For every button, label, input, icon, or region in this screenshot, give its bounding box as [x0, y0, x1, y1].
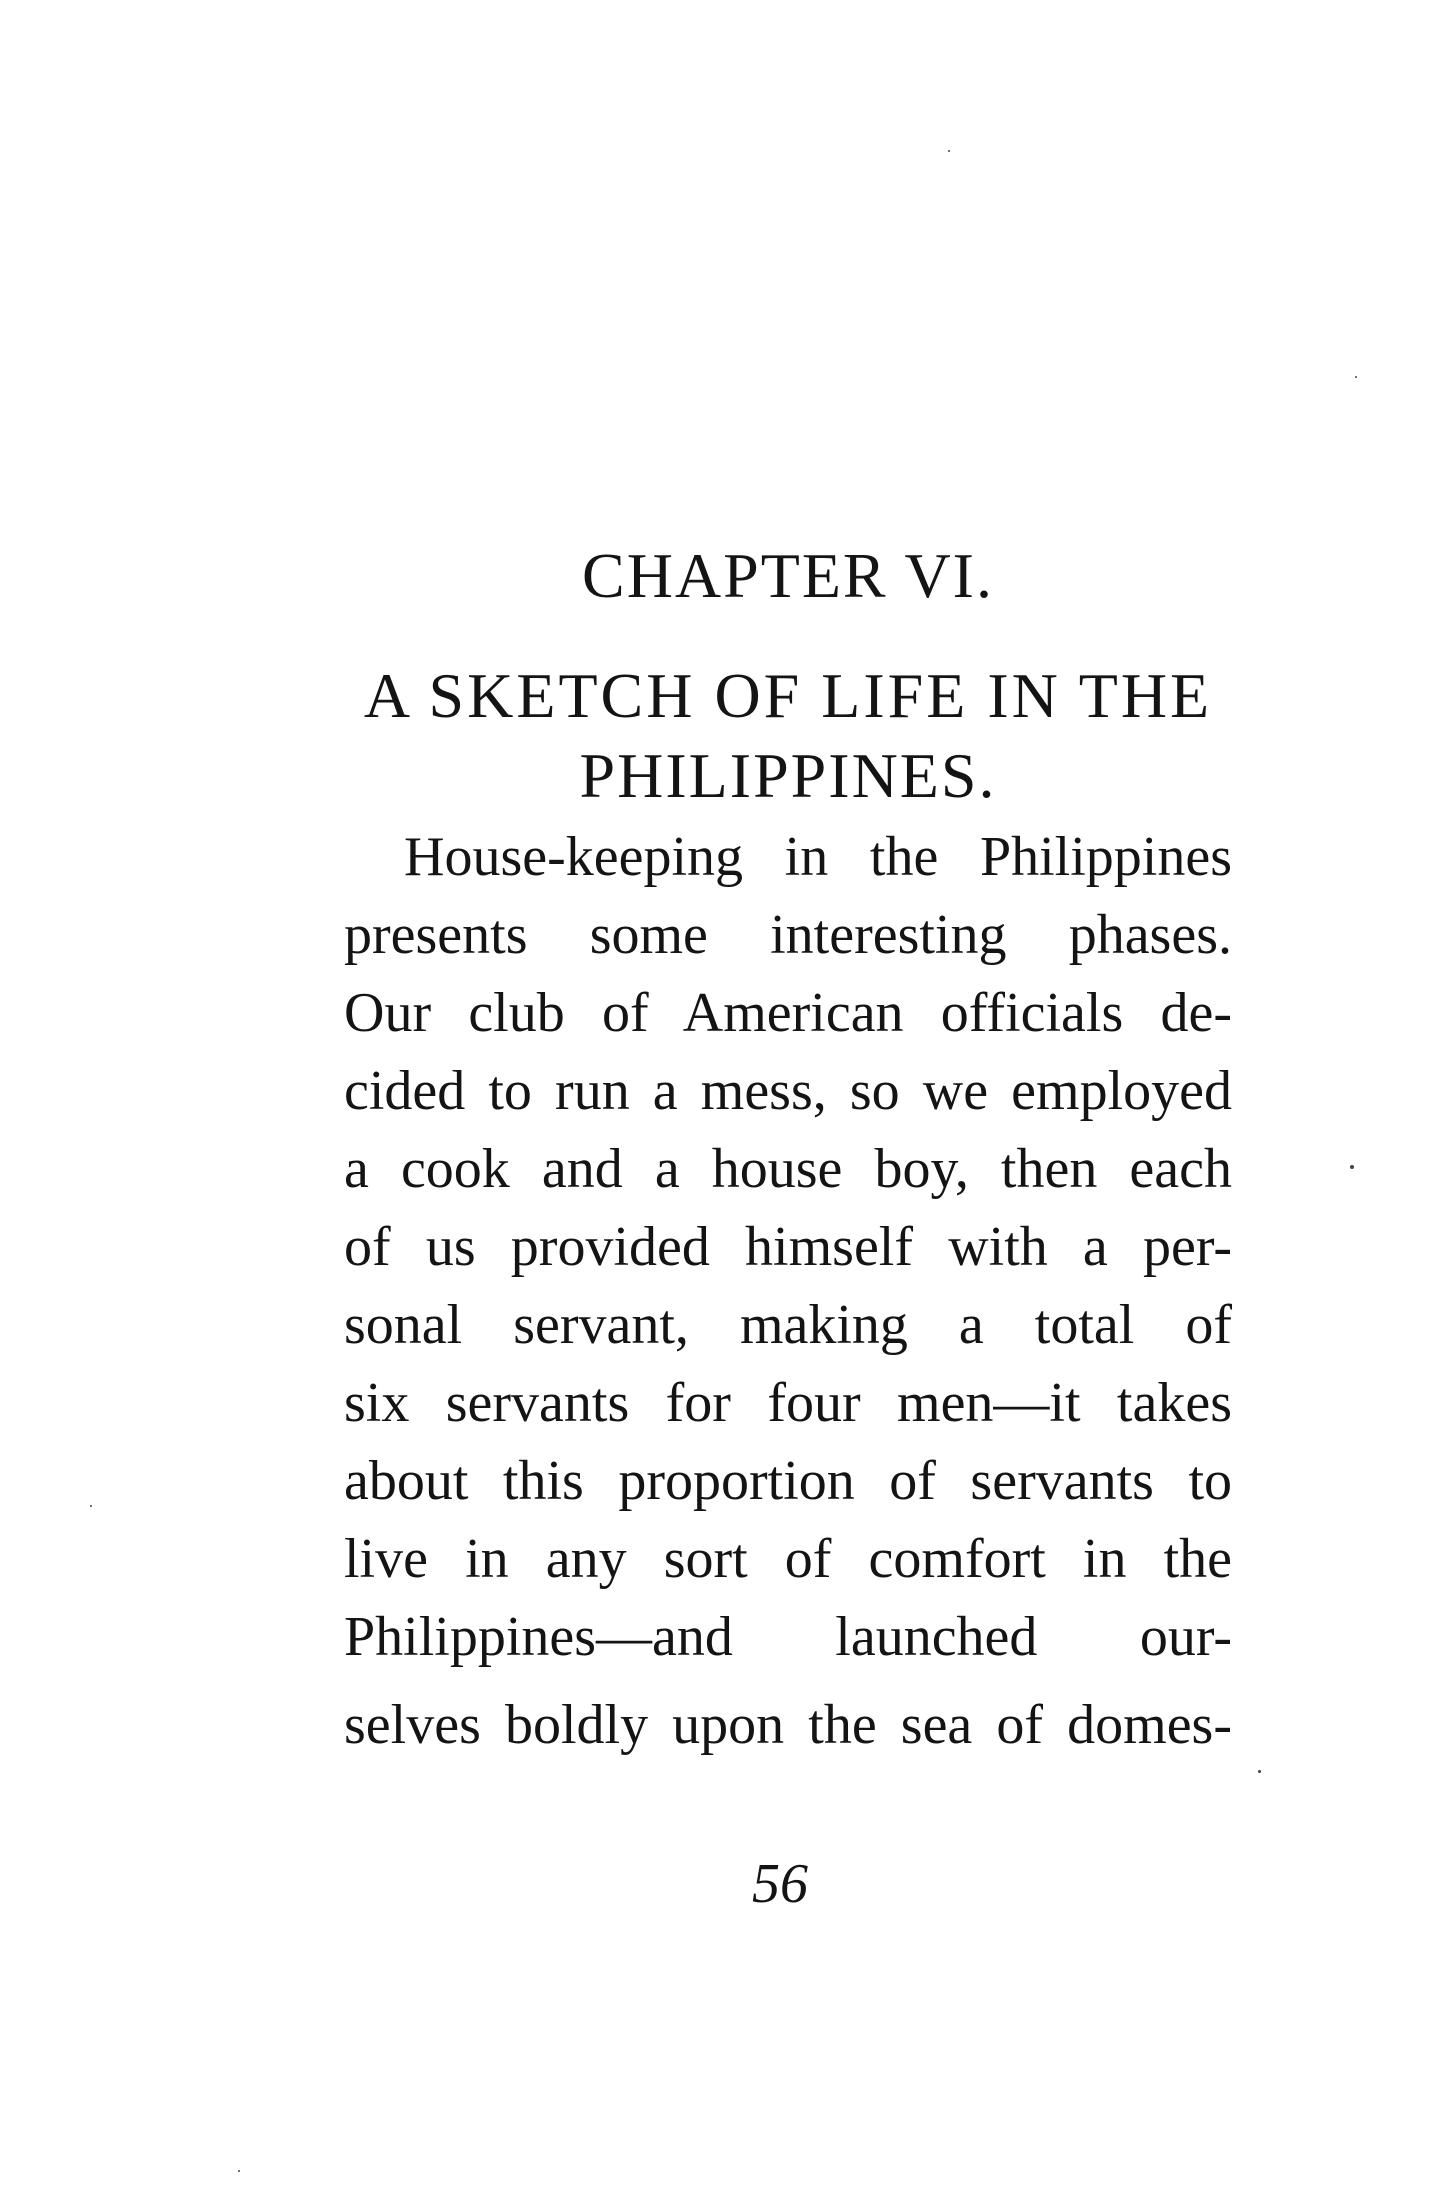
- scan-speck: [1350, 1165, 1354, 1169]
- body-line-11: Philippines—and launched our-: [344, 1606, 1232, 1668]
- chapter-heading: CHAPTER VI.: [582, 540, 994, 611]
- body-line-10: live in any sort of comfort in the: [344, 1528, 1232, 1590]
- scan-speck: [948, 150, 950, 152]
- body-line-12: selves boldly upon the sea of domes-: [344, 1694, 1232, 1756]
- page-number: 56: [752, 1853, 808, 1915]
- body-line-8: six servants for four men—it takes: [344, 1372, 1232, 1434]
- body-line-7: sonal servant, making a total of: [344, 1294, 1232, 1356]
- body-line-4: cided to run a mess, so we employed: [344, 1060, 1232, 1122]
- body-line-9: about this proportion of servants to: [344, 1450, 1232, 1512]
- chapter-title-line-2: PHILIPPINES.: [579, 740, 997, 811]
- scan-speck: [238, 2170, 240, 2172]
- chapter-title-line-1: A SKETCH OF LIFE IN THE: [363, 660, 1213, 731]
- scan-speck: [1355, 376, 1357, 378]
- scan-speck: [1258, 1770, 1261, 1773]
- body-line-3: Our club of American officials de-: [344, 982, 1232, 1044]
- body-line-6: of us provided himself with a per-: [344, 1216, 1232, 1278]
- scan-speck: [90, 1505, 92, 1507]
- body-line-1: House-keeping in the Philippines: [404, 826, 1232, 888]
- body-line-2: presents some interesting phases.: [344, 904, 1232, 966]
- body-line-5: a cook and a house boy, then each: [344, 1138, 1232, 1200]
